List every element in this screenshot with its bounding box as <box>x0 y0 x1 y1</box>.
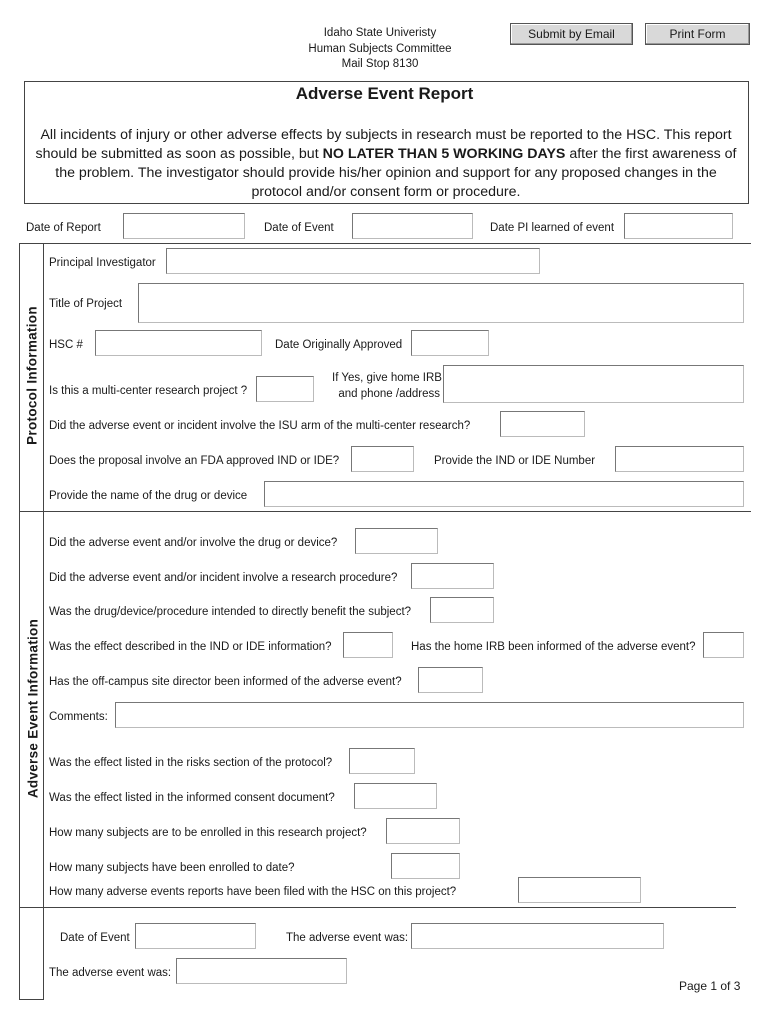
page-title: Adverse Event Report <box>295 84 474 103</box>
section-divider-bottom <box>19 907 736 908</box>
page-number: Page 1 of 3 <box>679 979 741 993</box>
project-title-field[interactable] <box>138 283 744 323</box>
event-was-label-1: The adverse event was: <box>286 932 409 944</box>
section-divider-middle <box>19 511 751 512</box>
comments-label: Comments: <box>49 711 108 723</box>
label-column-border <box>43 243 44 1000</box>
q-risks-section-label: Was the effect listed in the risks section of the protocol? <box>49 757 333 769</box>
q-benefit-subject-label: Was the drug/device/procedure intended to directly benefit the subject? <box>49 606 412 618</box>
comments-field[interactable] <box>115 702 744 728</box>
q-subjects-enrolled-field[interactable] <box>391 853 460 879</box>
ind-number-label: Provide the IND or IDE Number <box>434 455 596 467</box>
intro-text-2: after the first awareness of the problem. The investigator should provide his/her opinion and support for any proposed changes in the protocol and/or consent form or procedure. <box>55 146 737 200</box>
q-home-irb-informed-field[interactable] <box>703 632 744 658</box>
q-involve-drug-field[interactable] <box>355 528 438 554</box>
date-of-event-field[interactable] <box>352 213 473 239</box>
q-subjects-enrolled-label: How many subjects have been enrolled to date? <box>49 862 295 874</box>
project-title-label: Title of Project <box>49 298 123 310</box>
q-research-procedure-label: Did the adverse event and/or incident involve a research procedure? <box>49 572 398 584</box>
intro-text-1: All incidents of injury or other adverse effects by subjects in research must be reported to the HSC. This report should be submitted as soon as possible, but <box>35 127 732 162</box>
bottom-date-event-field[interactable] <box>135 923 256 949</box>
q-involve-drug-label: Did the adverse event and/or involve the drug or device? <box>49 537 338 549</box>
isu-arm-field[interactable] <box>500 411 585 437</box>
q-ind-described-field[interactable] <box>343 632 393 658</box>
home-irb-label-1: If Yes, give home IRB <box>332 372 442 384</box>
q-risks-section-field[interactable] <box>349 748 415 774</box>
hsc-number-label: HSC # <box>49 339 83 351</box>
date-pi-learned-field[interactable] <box>624 213 733 239</box>
home-irb-field[interactable] <box>443 365 744 403</box>
fda-approved-field[interactable] <box>351 446 414 472</box>
intro-deadline: NO LATER THAN 5 WORKING DAYS <box>322 146 566 162</box>
adverse-section-label: Adverse Event Information <box>25 618 41 799</box>
ind-number-field[interactable] <box>615 446 744 472</box>
committee-name: Human Subjects Committee <box>308 42 452 55</box>
date-of-event-label: Date of Event <box>264 222 334 234</box>
q-site-director-label: Has the off-campus site director been informed of the adverse event? <box>49 676 402 688</box>
multi-center-label: Is this a multi-center research project ? <box>49 385 248 397</box>
q-research-procedure-field[interactable] <box>411 563 494 589</box>
drug-name-field[interactable] <box>264 481 744 507</box>
date-approved-label: Date Originally Approved <box>275 339 403 351</box>
hsc-number-field[interactable] <box>95 330 262 356</box>
date-approved-field[interactable] <box>411 330 489 356</box>
left-border <box>19 243 20 1000</box>
institution-name: Idaho State Univeristy <box>323 27 437 39</box>
section-divider-top <box>19 243 751 244</box>
q-site-director-field[interactable] <box>418 667 483 693</box>
date-of-report-label: Date of Report <box>26 222 101 234</box>
mail-stop: Mail Stop 8130 <box>341 58 419 70</box>
submit-by-email-button[interactable]: Submit by Email <box>510 23 633 45</box>
bottom-corner-line <box>19 999 44 1000</box>
event-was-label-2: The adverse event was: <box>49 967 172 979</box>
q-subjects-to-enroll-field[interactable] <box>386 818 460 844</box>
principal-investigator-label: Principal Investigator <box>49 257 156 269</box>
event-was-field-2[interactable] <box>176 958 347 984</box>
multi-center-field[interactable] <box>256 376 314 402</box>
q-subjects-to-enroll-label: How many subjects are to be enrolled in this research project? <box>49 827 367 839</box>
q-consent-document-field[interactable] <box>354 783 437 809</box>
drug-name-label: Provide the name of the drug or device <box>49 490 248 502</box>
date-pi-learned-label: Date PI learned of event <box>490 222 615 234</box>
q-consent-document-label: Was the effect listed in the informed consent document? <box>49 792 335 804</box>
event-was-field-1[interactable] <box>411 923 664 949</box>
institution-header <box>280 26 480 73</box>
q-reports-filed-field[interactable] <box>518 877 641 903</box>
isu-arm-label: Did the adverse event or incident involve the ISU arm of the multi-center research? <box>49 420 471 432</box>
print-form-button[interactable]: Print Form <box>645 23 750 45</box>
intro-paragraph <box>30 126 742 202</box>
q-ind-described-label: Was the effect described in the IND or IDE information? <box>49 641 332 653</box>
q-reports-filed-label: How many adverse events reports have been filed with the HSC on this project? <box>49 886 457 898</box>
bottom-date-event-label: Date of Event <box>60 932 130 944</box>
q-benefit-subject-field[interactable] <box>430 597 494 623</box>
principal-investigator-field[interactable] <box>166 248 540 274</box>
fda-approved-label: Does the proposal involve an FDA approved IND or IDE? <box>49 455 340 467</box>
date-of-report-field[interactable] <box>123 213 245 239</box>
home-irb-label-2: and phone /address <box>338 388 440 400</box>
q-home-irb-informed-label: Has the home IRB been informed of the adverse event? <box>411 641 696 653</box>
protocol-section-label: Protocol Information <box>24 306 40 445</box>
